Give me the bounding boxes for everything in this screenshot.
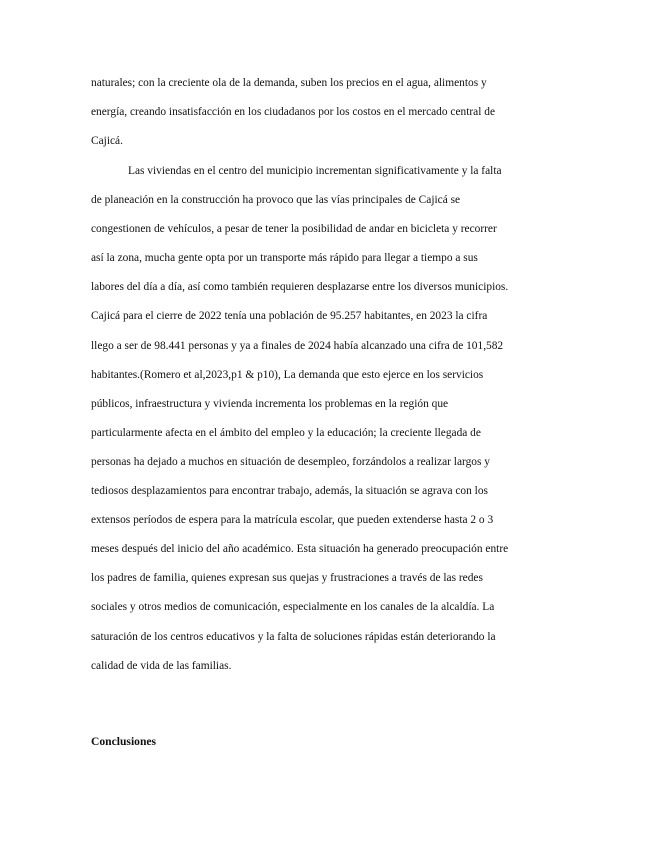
- paragraph-line: Las viviendas en el centro del municipio incrementan significativamente y la falta: [128, 165, 502, 177]
- paragraph-line: personas ha dejado a muchos en situación de desempleo, forzándolos a realizar largos y: [91, 455, 490, 468]
- paragraph-line: así la zona, mucha gente opta por un transporte más rápido para llegar a tiempo a sus: [91, 252, 478, 265]
- paragraph-line: los padres de familia, quienes expresan sus quejas y frustraciones a través de las redes: [91, 572, 483, 585]
- paragraph-line: particularmente afecta en el ámbito del empleo y la educación; la creciente llegada de: [91, 426, 481, 439]
- paragraph-2: [91, 157, 566, 681]
- paragraph-line: calidad de vida de las familias.: [91, 659, 232, 672]
- paragraph-line: de planeación en la construcción ha provoco que las vías principales de Cajicá se: [91, 194, 461, 207]
- paragraph-line: congestionen de vehículos, a pesar de tener la posibilidad de andar en bicicleta y recorrer: [91, 223, 497, 236]
- paragraph-line: públicos, infraestructura y vivienda incrementa los problemas en la región que: [91, 397, 449, 410]
- section-heading: Conclusiones: [91, 735, 157, 748]
- paragraph-line: naturales; con la creciente ola de la demanda, suben los precios en el agua, alimentos y: [91, 77, 487, 89]
- paragraph-1: [91, 69, 566, 156]
- paragraph-line: habitantes.(Romero et al,2023,p1 & p10), La demanda que esto ejerce en los servicios: [91, 368, 484, 381]
- paragraph-line: saturación de los centros educativos y la falta de soluciones rápidas están deteriorando la: [91, 630, 496, 643]
- paragraph-line: sociales y otros medios de comunicación, especialmente en los canales de la alcaldía. La: [91, 601, 495, 614]
- paragraph-line: labores del día a día, así como también requieren desplazarse entre los diversos municipios.: [91, 281, 509, 294]
- paragraph-line: extensos períodos de espera para la matrícula escolar, que pueden extenderse hasta 2 o 3: [91, 514, 494, 527]
- paragraph-line: llego a ser de 98.441 personas y ya a finales de 2024 había alcanzado una cifra de 101,582: [91, 339, 504, 352]
- paragraph-line: Cajicá.: [91, 135, 123, 148]
- paragraph-line: Cajicá para el cierre de 2022 tenía una población de 95.257 habitantes, en 2023 la cifra: [91, 310, 488, 323]
- paragraph-line: meses después del inicio del año académico. Esta situación ha generado preocupación entre: [91, 543, 509, 556]
- paragraph-line: energía, creando insatisfacción en los ciudadanos por los costos en el mercado central de: [91, 106, 496, 119]
- paragraph-line: tediosos desplazamientos para encontrar trabajo, además, la situación se agrava con los: [91, 485, 488, 498]
